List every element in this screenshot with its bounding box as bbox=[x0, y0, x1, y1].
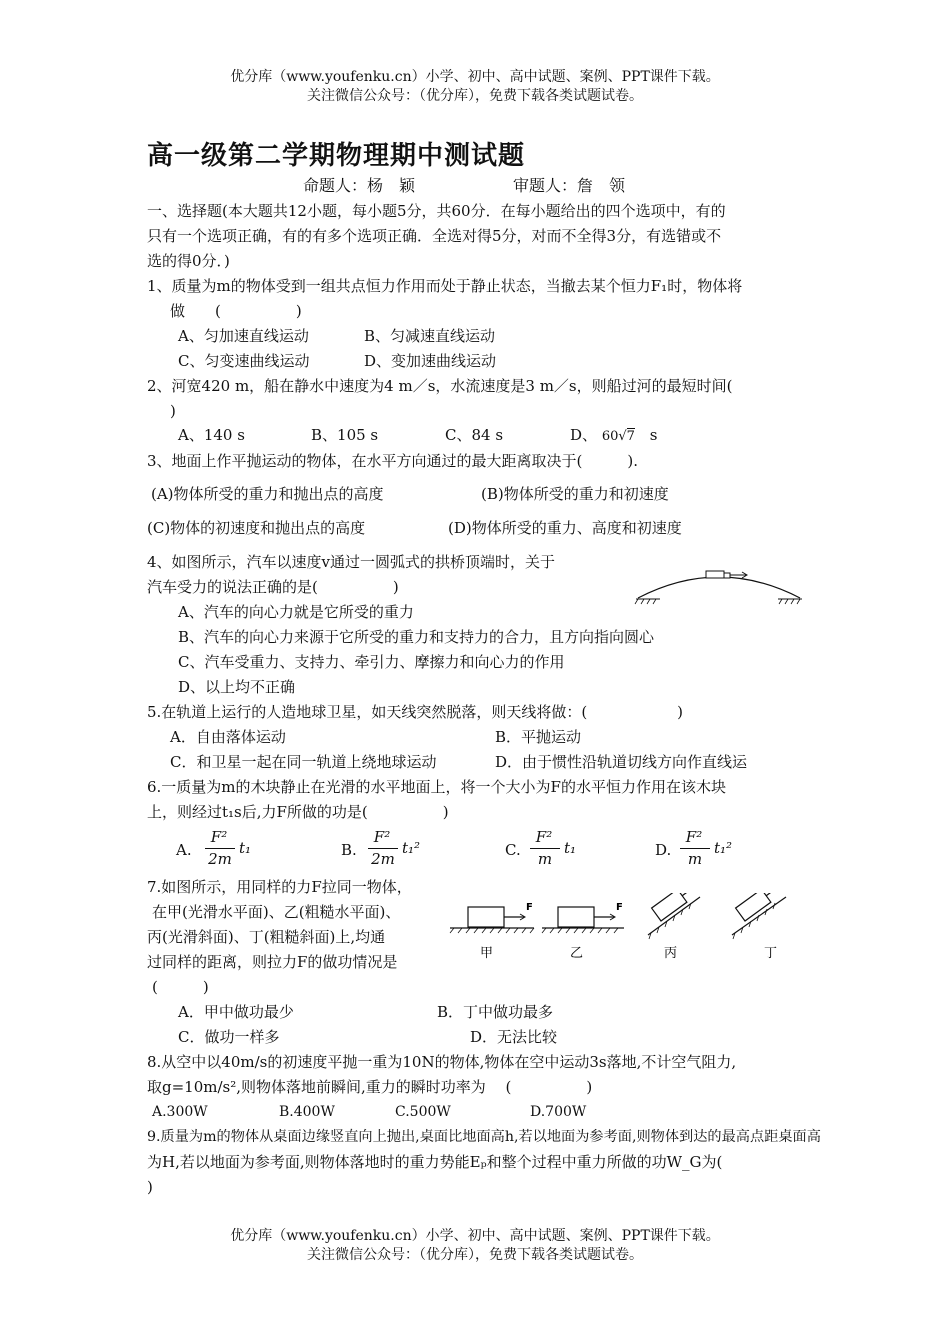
q2-option-d-label: D、 bbox=[570, 426, 598, 444]
q6-b-num: F² bbox=[373, 828, 391, 846]
label-ding: 丁 bbox=[764, 946, 778, 961]
section-intro-line1: 一、选择题(本大题共12小题，每小题5分，共60分．在每小题给出的四个选项中，有的 bbox=[147, 202, 726, 220]
label-jia: 甲 bbox=[480, 946, 494, 961]
q6-b-den: 2m bbox=[371, 850, 395, 868]
q1-option-a: A、匀加速直线运动 bbox=[178, 327, 309, 345]
page-title: 高一级第二学期物理期中测试题 bbox=[147, 141, 526, 171]
q6-stem: 6.一质量为m的木块静止在光滑的水平地面上，将一个大小为F的水平恒力作用在该木块 bbox=[147, 778, 726, 796]
q2-d-coef: 60 bbox=[601, 429, 619, 444]
q5-option-c: C．和卫星一起在同一轨道上绕地球运动 bbox=[170, 753, 437, 771]
q7-option-a: A．甲中做功最少 bbox=[178, 1003, 294, 1021]
q7-figures bbox=[448, 893, 798, 965]
q3-option-a: (A)物体所受的重力和抛出点的高度 bbox=[151, 485, 384, 503]
q9-stem-2: 为H,若以地面为参考面,则物体落地时的重力势能Eₚ和整个过程中重力所做的功W_G为( bbox=[147, 1153, 723, 1171]
q1-option-d: D、变加速曲线运动 bbox=[364, 352, 497, 370]
q6-a-num: F² bbox=[210, 828, 228, 846]
q8-stem-2: 取g=10m/s²,则物体落地前瞬间,重力的瞬时功率为 ( ) bbox=[147, 1078, 593, 1096]
q7-stem-3: 丙(光滑斜面)、丁(粗糙斜面)上,均通 bbox=[147, 928, 386, 946]
q6-c-num: F² bbox=[535, 828, 553, 846]
q2-d-rad: 7 bbox=[626, 429, 635, 444]
q5-option-a: A．自由落体运动 bbox=[170, 728, 286, 746]
q6-d-num: F² bbox=[685, 828, 703, 846]
q1-stem-2: 做 ( ) bbox=[170, 302, 302, 320]
figure-yi bbox=[542, 902, 624, 961]
q4-stem: 4、如图所示，汽车以速度v通过一圆弧式的拱桥顶端时，关于 bbox=[147, 553, 556, 571]
footer-line-1: 优分库（www.youfenku.cn）小学、初中、高中试题、案例、PPT课件下载。 bbox=[230, 1228, 720, 1244]
q4-stem-2: 汽车受力的说法正确的是( ) bbox=[147, 578, 399, 596]
q6-a-label: A. bbox=[176, 841, 192, 859]
header-line-1: 优分库（www.youfenku.cn）小学、初中、高中试题、案例、PPT课件下载。 bbox=[230, 69, 720, 85]
q7-option-b: B．丁中做功最多 bbox=[437, 1003, 554, 1021]
q8-option-a: A.300W bbox=[152, 1104, 208, 1120]
figure-bing bbox=[648, 893, 700, 961]
q6-c-t: t₁ bbox=[564, 839, 577, 857]
q7-option-c: C．做功一样多 bbox=[178, 1028, 280, 1046]
q9-stem: 9.质量为m的物体从桌面边缘竖直向上抛出,桌面比地面高h,若以地面为参考面,则物体到达的最高点距桌面高 bbox=[147, 1129, 821, 1145]
q6-b-label: B. bbox=[341, 841, 357, 859]
q6-d-label: D. bbox=[655, 841, 672, 859]
force-label-jia: F bbox=[526, 902, 533, 913]
q6-a-t: t₁ bbox=[239, 839, 252, 857]
figure-jia bbox=[450, 902, 534, 961]
label-bing: 丙 bbox=[664, 946, 678, 961]
q1-stem: 1、质量为m的物体受到一组共点恒力作用而处于静止状态，当撤去某个恒力F₁时，物体将 bbox=[147, 277, 743, 295]
q6-a-den: 2m bbox=[208, 850, 232, 868]
q6-d-t: t₁² bbox=[714, 839, 733, 857]
section-intro-line3: 选的得0分．) bbox=[147, 252, 230, 270]
q3-stem: 3、地面上作平抛运动的物体，在水平方向通过的最大距离取决于( ). bbox=[147, 452, 639, 470]
q8-option-d: D.700W bbox=[530, 1104, 587, 1120]
reviewer: 审题人：詹 领 bbox=[513, 176, 626, 195]
q5-option-b: B．平抛运动 bbox=[495, 728, 582, 746]
q3-option-c: (C)物体的初速度和抛出点的高度 bbox=[147, 519, 366, 537]
q2-option-a: A、140 s bbox=[178, 426, 245, 444]
q7-option-d: D．无法比较 bbox=[470, 1028, 558, 1046]
q2-option-d: D、 60√7 s bbox=[570, 426, 658, 444]
q2-option-c: C、84 s bbox=[445, 426, 504, 444]
arch-bridge-figure bbox=[634, 562, 804, 606]
q5-stem: 5.在轨道上运行的人造地球卫星，如天线突然脱落，则天线将做：( ) bbox=[147, 703, 684, 721]
q1-option-b: B、匀减速直线运动 bbox=[364, 327, 496, 345]
q9-stem-3: ) bbox=[147, 1178, 153, 1196]
section-intro-line2: 只有一个选项正确，有的有多个选项正确．全选对得5分，对而不全得3分，有选错或不 bbox=[147, 227, 722, 245]
q3-option-d: (D)物体所受的重力、高度和初速度 bbox=[448, 519, 682, 537]
q6-d-den: m bbox=[687, 850, 703, 868]
q4-option-a: A、汽车的向心力就是它所受的重力 bbox=[178, 603, 414, 621]
q2-stem: 2、河宽420 m，船在静水中速度为4 m／s，水流速度是3 m／s，则船过河的最短时间( bbox=[147, 377, 733, 395]
q4-option-b: B、汽车的向心力来源于它所受的重力和支持力的合力，且方向指向圆心 bbox=[178, 628, 655, 646]
q5-option-d: D．由于惯性沿轨道切线方向作直线运 bbox=[495, 753, 748, 771]
q8-option-c: C.500W bbox=[395, 1104, 451, 1120]
q7-stem-2: 在甲(光滑水平面)、乙(粗糙水平面)、 bbox=[152, 903, 401, 921]
q6-c-label: C. bbox=[505, 841, 521, 859]
q6-b-t: t₁² bbox=[402, 839, 421, 857]
force-label-yi: F bbox=[616, 902, 623, 913]
q8-option-b: B.400W bbox=[279, 1104, 335, 1120]
q8-stem: 8.从空中以40m/s的初速度平抛一重为10N的物体,物体在空中运动3s落地,不计空气阻力, bbox=[147, 1053, 737, 1071]
q7-stem-1: 7.如图所示，用同样的力F拉同一物体， bbox=[147, 878, 412, 896]
header-line-2: 关注微信公众号：（优分库），免费下载各类试题试卷。 bbox=[307, 88, 643, 104]
q2-option-b: B、105 s bbox=[311, 426, 379, 444]
q7-stem-5: ( ) bbox=[152, 978, 209, 996]
q7-stem-4: 过同样的距离，则拉力F的做功情况是 bbox=[147, 953, 398, 971]
label-yi: 乙 bbox=[570, 946, 584, 961]
q2-d-unit: s bbox=[649, 426, 658, 444]
q4-option-d: D、以上均不正确 bbox=[178, 678, 296, 696]
q1-option-c: C、匀变速曲线运动 bbox=[178, 352, 310, 370]
q6-c-den: m bbox=[537, 850, 553, 868]
setter: 命题人：杨 颖 bbox=[303, 176, 416, 195]
q2-stem-2: ) bbox=[170, 402, 176, 420]
figure-ding bbox=[732, 893, 786, 961]
q3-option-b: (B)物体所受的重力和初速度 bbox=[481, 485, 669, 503]
q6-stem-2: 上，则经过t₁s后,力F所做的功是( ) bbox=[147, 803, 449, 821]
q4-option-c: C、汽车受重力、支持力、牵引力、摩擦力和向心力的作用 bbox=[178, 653, 565, 671]
footer-line-2: 关注微信公众号：（优分库），免费下载各类试题试卷。 bbox=[307, 1247, 643, 1263]
